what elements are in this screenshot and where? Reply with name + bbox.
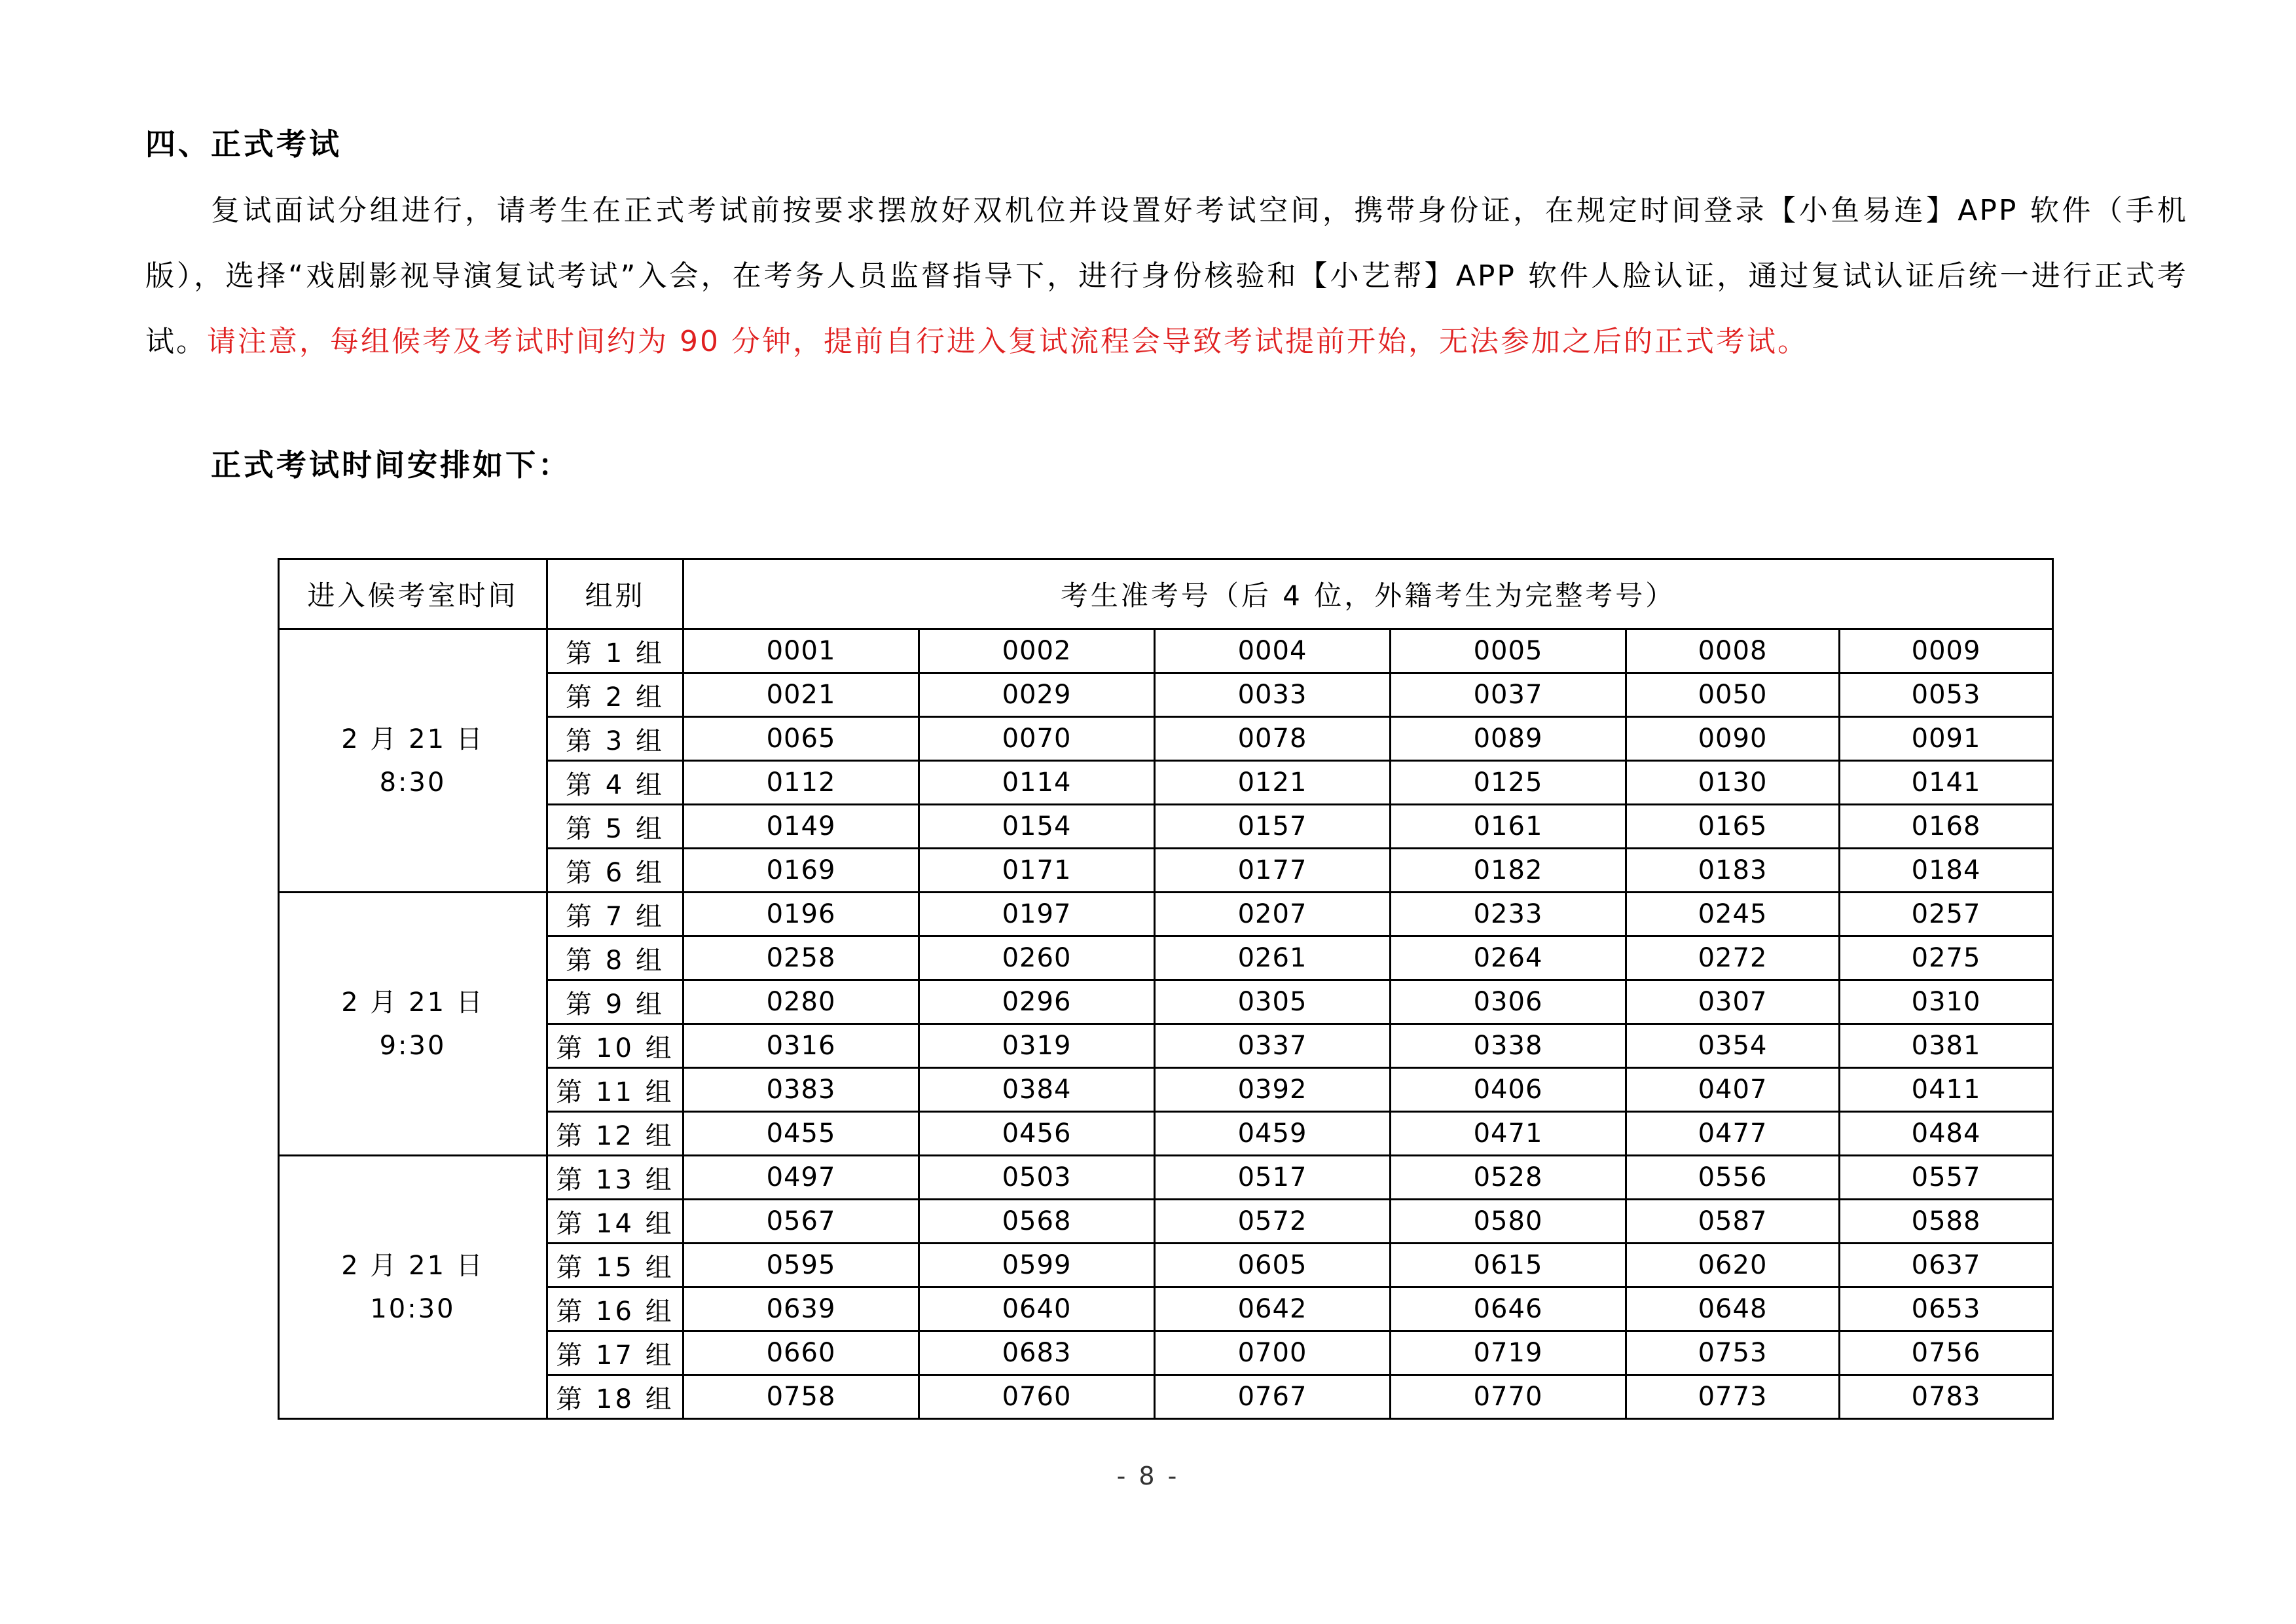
candidate-id-cell: 0261: [1155, 936, 1391, 980]
candidate-id-cell: 0037: [1391, 673, 1626, 717]
candidate-id-cell: 0406: [1391, 1068, 1626, 1112]
candidate-id-cell: 0319: [919, 1024, 1155, 1068]
candidate-id-cell: 0316: [683, 1024, 919, 1068]
candidate-id-cell: 0001: [683, 629, 919, 673]
candidate-id-cell: 0168: [1840, 805, 2053, 849]
candidate-id-cell: 0640: [919, 1287, 1155, 1331]
candidate-id-cell: 0783: [1840, 1375, 2053, 1419]
candidate-id-cell: 0572: [1155, 1200, 1391, 1244]
candidate-id-cell: 0307: [1626, 980, 1840, 1024]
group-label: 第 4 组: [547, 761, 683, 805]
candidate-id-cell: 0114: [919, 761, 1155, 805]
candidate-id-cell: 0503: [919, 1156, 1155, 1200]
header-time: 进入候考室时间: [279, 559, 547, 629]
candidate-id-cell: 0154: [919, 805, 1155, 849]
candidate-id-cell: 0383: [683, 1068, 919, 1112]
instructions-text: 复试面试分组进行，请考生在正式考试前按要求摆放好双机位并设置好考试空间，携带身份证，在规定时间登录【小鱼易连】APP 软件（手机版），选择“戏剧影视导演复试考试”入会，在考务人员监督指导下，进行身份核验和【小艺帮】APP 软件人脸认证，通过复试认证后统一进行正式考试。: [145, 194, 2188, 358]
candidate-id-cell: 0639: [683, 1287, 919, 1331]
candidate-id-cell: 0767: [1155, 1375, 1391, 1419]
candidate-id-cell: 0182: [1391, 849, 1626, 893]
candidate-id-cell: 0280: [683, 980, 919, 1024]
candidate-id-cell: 0471: [1391, 1112, 1626, 1156]
candidate-id-cell: 0177: [1155, 849, 1391, 893]
candidate-id-cell: 0275: [1840, 936, 2053, 980]
session-time: 8:30: [379, 767, 446, 798]
group-label: 第 13 组: [547, 1156, 683, 1200]
candidate-id-cell: 0557: [1840, 1156, 2053, 1200]
candidate-id-cell: 0065: [683, 717, 919, 761]
candidate-id-cell: 0070: [919, 717, 1155, 761]
session-time-cell: [279, 1156, 547, 1419]
group-label: 第 18 组: [547, 1375, 683, 1419]
candidate-id-cell: 0090: [1626, 717, 1840, 761]
group-label: 第 3 组: [547, 717, 683, 761]
candidate-id-cell: 0392: [1155, 1068, 1391, 1112]
candidate-id-cell: 0455: [683, 1112, 919, 1156]
candidate-id-cell: 0196: [683, 893, 919, 936]
candidate-id-cell: 0169: [683, 849, 919, 893]
candidate-id-cell: 0528: [1391, 1156, 1626, 1200]
table-header-row: [279, 559, 2053, 629]
session-time-cell: [279, 893, 547, 1156]
session-time: 10:30: [370, 1293, 456, 1324]
candidate-id-cell: 0264: [1391, 936, 1626, 980]
candidate-id-cell: 0756: [1840, 1331, 2053, 1375]
candidate-id-cell: 0354: [1626, 1024, 1840, 1068]
candidate-id-cell: 0296: [919, 980, 1155, 1024]
candidate-id-cell: 0642: [1155, 1287, 1391, 1331]
exam-schedule-table: [278, 558, 2054, 1420]
candidate-id-cell: 0130: [1626, 761, 1840, 805]
candidate-id-cell: 0337: [1155, 1024, 1391, 1068]
candidate-id-cell: 0595: [683, 1244, 919, 1287]
candidate-id-cell: 0021: [683, 673, 919, 717]
candidate-id-cell: 0091: [1840, 717, 2053, 761]
candidate-id-cell: 0587: [1626, 1200, 1840, 1244]
header-group: 组别: [547, 559, 683, 629]
candidate-id-cell: 0615: [1391, 1244, 1626, 1287]
candidate-id-cell: 0407: [1626, 1068, 1840, 1112]
candidate-id-cell: 0305: [1155, 980, 1391, 1024]
candidate-id-cell: 0306: [1391, 980, 1626, 1024]
exam-instructions-paragraph: [145, 178, 2188, 375]
candidate-id-cell: 0646: [1391, 1287, 1626, 1331]
session-time: 9:30: [379, 1030, 446, 1061]
candidate-id-cell: 0497: [683, 1156, 919, 1200]
candidate-id-cell: 0459: [1155, 1112, 1391, 1156]
group-label: 第 12 组: [547, 1112, 683, 1156]
candidate-id-cell: 0207: [1155, 893, 1391, 936]
candidate-id-cell: 0165: [1626, 805, 1840, 849]
candidate-id-cell: 0683: [919, 1331, 1155, 1375]
candidate-id-cell: 0050: [1626, 673, 1840, 717]
candidate-id-cell: 0588: [1840, 1200, 2053, 1244]
candidate-id-cell: 0258: [683, 936, 919, 980]
candidate-id-cell: 0272: [1626, 936, 1840, 980]
candidate-id-cell: 0384: [919, 1068, 1155, 1112]
candidate-id-cell: 0002: [919, 629, 1155, 673]
candidate-id-cell: 0620: [1626, 1244, 1840, 1287]
candidate-id-cell: 0653: [1840, 1287, 2053, 1331]
group-label: 第 16 组: [547, 1287, 683, 1331]
group-label: 第 9 组: [547, 980, 683, 1024]
group-label: 第 6 组: [547, 849, 683, 893]
group-label: 第 5 组: [547, 805, 683, 849]
candidate-id-cell: 0157: [1155, 805, 1391, 849]
candidate-id-cell: 0089: [1391, 717, 1626, 761]
candidate-id-cell: 0004: [1155, 629, 1391, 673]
table-row: [279, 893, 2053, 936]
candidate-id-cell: 0197: [919, 893, 1155, 936]
candidate-id-cell: 0381: [1840, 1024, 2053, 1068]
session-date: 2 月 21 日: [341, 1250, 484, 1281]
candidate-id-cell: 0260: [919, 936, 1155, 980]
candidate-id-cell: 0183: [1626, 849, 1840, 893]
candidate-id-cell: 0009: [1840, 629, 2053, 673]
table-row: [279, 1156, 2053, 1200]
candidate-id-cell: 0233: [1391, 893, 1626, 936]
group-label: 第 15 组: [547, 1244, 683, 1287]
group-label: 第 14 组: [547, 1200, 683, 1244]
session-date: 2 月 21 日: [341, 724, 484, 754]
session-date: 2 月 21 日: [341, 987, 484, 1018]
candidate-id-cell: 0758: [683, 1375, 919, 1419]
session-time-cell: [279, 629, 547, 893]
group-label: 第 17 组: [547, 1331, 683, 1375]
candidate-id-cell: 0753: [1626, 1331, 1840, 1375]
candidate-id-cell: 0005: [1391, 629, 1626, 673]
candidate-id-cell: 0411: [1840, 1068, 2053, 1112]
candidate-id-cell: 0338: [1391, 1024, 1626, 1068]
candidate-id-cell: 0053: [1840, 673, 2053, 717]
group-label: 第 2 组: [547, 673, 683, 717]
candidate-id-cell: 0700: [1155, 1331, 1391, 1375]
header-candidate-ids: 考生准考号（后 4 位，外籍考生为完整考号）: [683, 559, 2053, 629]
group-label: 第 8 组: [547, 936, 683, 980]
candidate-id-cell: 0477: [1626, 1112, 1840, 1156]
candidate-id-cell: 0008: [1626, 629, 1840, 673]
group-label: 第 7 组: [547, 893, 683, 936]
candidate-id-cell: 0773: [1626, 1375, 1840, 1419]
candidate-id-cell: 0770: [1391, 1375, 1626, 1419]
candidate-id-cell: 0245: [1626, 893, 1840, 936]
candidate-id-cell: 0112: [683, 761, 919, 805]
candidate-id-cell: 0719: [1391, 1331, 1626, 1375]
candidate-id-cell: 0484: [1840, 1112, 2053, 1156]
candidate-id-cell: 0648: [1626, 1287, 1840, 1331]
group-label: 第 1 组: [547, 629, 683, 673]
candidate-id-cell: 0605: [1155, 1244, 1391, 1287]
section-heading: 四、正式考试: [145, 126, 342, 162]
candidate-id-cell: 0760: [919, 1375, 1155, 1419]
group-label: 第 10 组: [547, 1024, 683, 1068]
schedule-title: 正式考试时间安排如下：: [211, 447, 571, 483]
warning-text: 请注意，每组候考及考试时间约为 90 分钟，提前自行进入复试流程会导致考试提前开始，无法参加之后的正式考试。: [207, 325, 1808, 358]
candidate-id-cell: 0141: [1840, 761, 2053, 805]
table-body: [279, 629, 2053, 1419]
candidate-id-cell: 0184: [1840, 849, 2053, 893]
candidate-id-cell: 0568: [919, 1200, 1155, 1244]
candidate-id-cell: 0171: [919, 849, 1155, 893]
candidate-id-cell: 0456: [919, 1112, 1155, 1156]
candidate-id-cell: 0567: [683, 1200, 919, 1244]
candidate-id-cell: 0078: [1155, 717, 1391, 761]
candidate-id-cell: 0029: [919, 673, 1155, 717]
page-number: - 8 -: [1116, 1462, 1180, 1490]
candidate-id-cell: 0556: [1626, 1156, 1840, 1200]
candidate-id-cell: 0660: [683, 1331, 919, 1375]
candidate-id-cell: 0125: [1391, 761, 1626, 805]
candidate-id-cell: 0310: [1840, 980, 2053, 1024]
candidate-id-cell: 0121: [1155, 761, 1391, 805]
candidate-id-cell: 0580: [1391, 1200, 1626, 1244]
candidate-id-cell: 0161: [1391, 805, 1626, 849]
candidate-id-cell: 0517: [1155, 1156, 1391, 1200]
candidate-id-cell: 0149: [683, 805, 919, 849]
candidate-id-cell: 0033: [1155, 673, 1391, 717]
candidate-id-cell: 0599: [919, 1244, 1155, 1287]
candidate-id-cell: 0637: [1840, 1244, 2053, 1287]
candidate-id-cell: 0257: [1840, 893, 2053, 936]
table-row: [279, 629, 2053, 673]
group-label: 第 11 组: [547, 1068, 683, 1112]
